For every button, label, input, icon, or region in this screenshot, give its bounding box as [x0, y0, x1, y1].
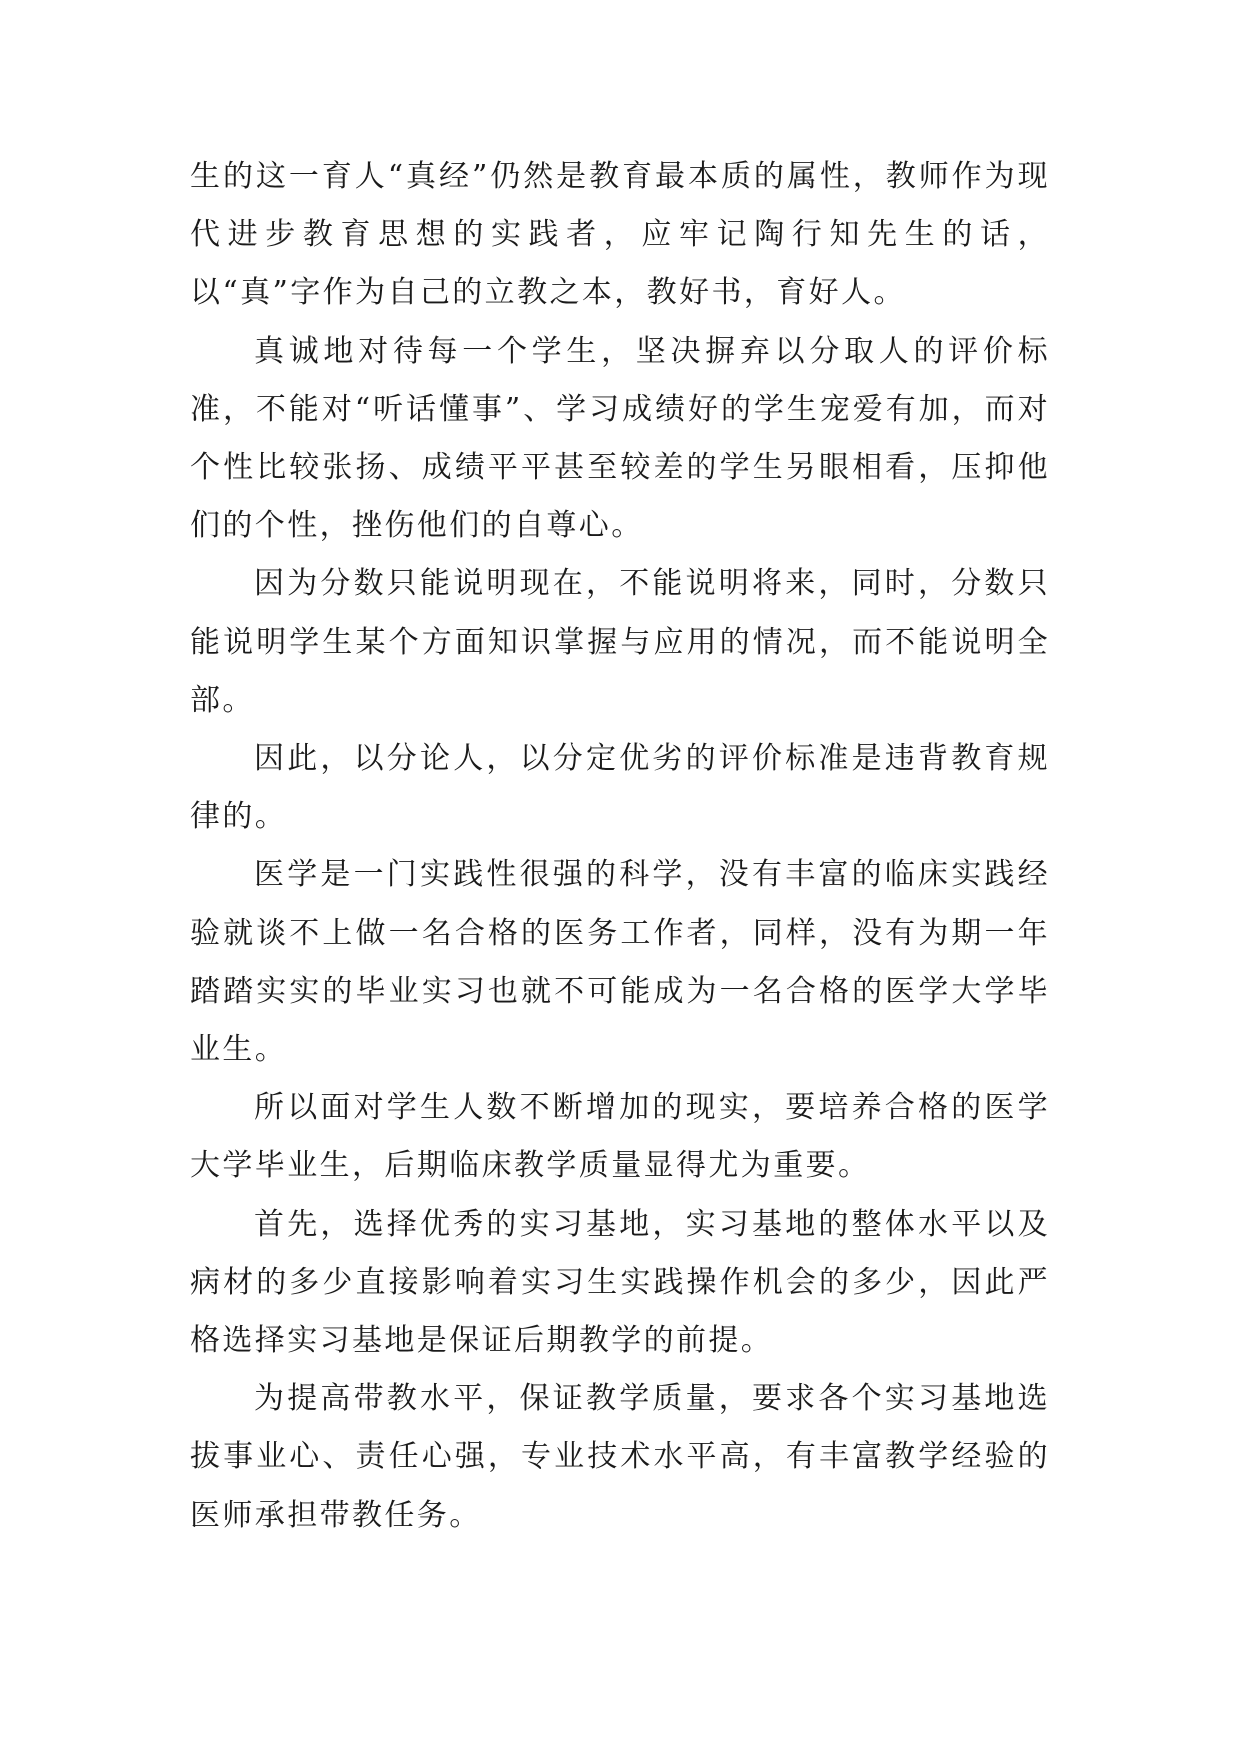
paragraph: 为提高带教水平，保证教学质量，要求各个实习基地选拔事业心、责任心强，专业技术水平高，有丰富教学经验的医师承担带教任务。 — [190, 1381, 1050, 1533]
paragraph: 所以面对学生人数不断增加的现实，要培养合格的医学大学毕业生，后期临床教学质量显得尤为重要。 — [190, 1090, 1050, 1184]
paragraph: 真诚地对待每一个学生，坚决摒弃以分取人的评价标准，不能对“听话懂事”、学习成绩好的学生宠爱有加，而对个性比较张扬、成绩平平甚至较差的学生另眼相看，压抑他们的个性，挫伤他们的自尊心。 — [190, 333, 1050, 544]
document-body — [190, 148, 1050, 1545]
paragraph: 首先，选择优秀的实习基地，实习基地的整体水平以及病材的多少直接影响着实习生实践操作机会的多少，因此严格选择实习基地是保证后期教学的前提。 — [190, 1206, 1050, 1359]
paragraph: 因此，以分论人，以分定优劣的评价标准是违背教育规律的。 — [190, 741, 1050, 835]
paragraph: 因为分数只能说明现在，不能说明将来，同时，分数只能说明学生某个方面知识掌握与应用的情况，而不能说明全部。 — [190, 566, 1050, 718]
paragraph: 生的这一育人“真经”仍然是教育最本质的属性，教师作为现代进步教育思想的实践者，应牢记陶行知先生的话，以“真”字作为自己的立教之本，教好书，育好人。 — [190, 159, 1050, 311]
paragraph: 医学是一门实践性很强的科学，没有丰富的临床实践经验就谈不上做一名合格的医务工作者，同样，没有为期一年踏踏实实的毕业实习也就不可能成为一名合格的医学大学毕业生。 — [190, 857, 1050, 1068]
